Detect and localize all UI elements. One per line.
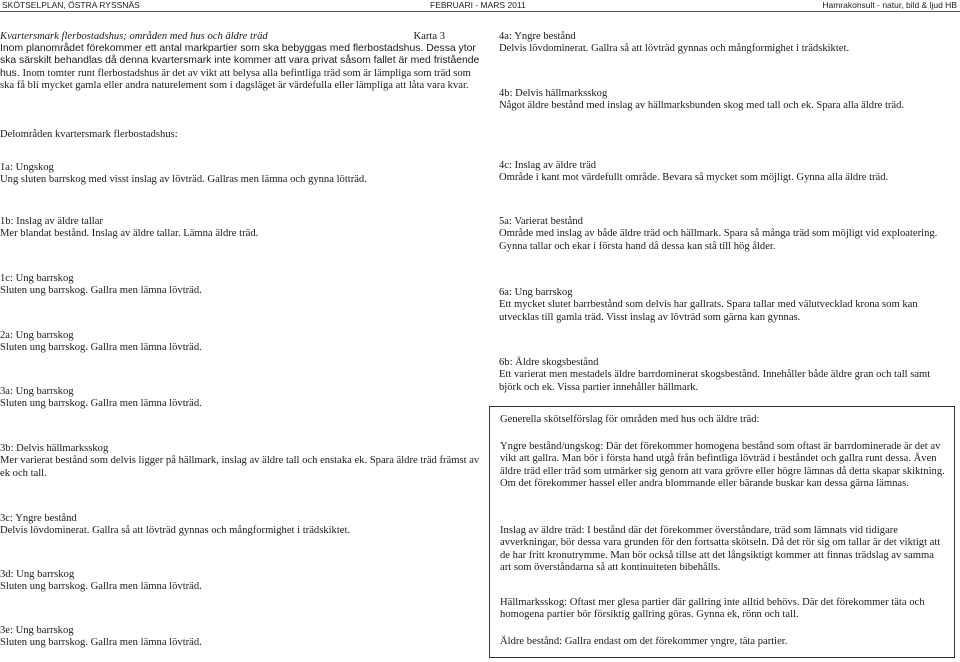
area-heading: 1b: Inslag av äldre tallar	[0, 216, 103, 227]
area-heading: 6a: Ung barrskog	[499, 287, 573, 298]
area-heading: 4a: Yngre bestånd	[499, 31, 576, 42]
header-left: SKÖTSELPLAN, ÖSTRA RYSSNÄS	[2, 0, 140, 10]
area-text: Område i kant mot värdefullt område. Bevara så mycket som möjligt. Gynna alla äldre träd.	[499, 172, 889, 184]
box-paragraph: Äldre bestånd: Gallra endast om det förekommer yngre, täta partier.	[500, 636, 788, 647]
area-entry	[0, 273, 480, 298]
area-heading: 1c: Ung barrskog	[0, 273, 74, 284]
area-text: Sluten ung barrskog. Gallra men lämna lövträd.	[0, 342, 202, 354]
area-entry	[499, 160, 949, 185]
area-text: Något äldre bestånd med inslag av hällmarksbunden skog med tall och ek. Spara alla äldre träd.	[499, 100, 905, 112]
area-entry	[499, 216, 949, 253]
area-text: Sluten ung barrskog. Gallra men lämna lövträd.	[0, 285, 202, 297]
header-center: FEBRUARI - MARS 2011	[430, 0, 526, 10]
intro-paragraph: Inom planområdet förekommer ett antal markpartier som ska bebyggas med flerbostadshus. Dessa ytor ska särskilt behandlas då denna kvartersmark inte kommer att vara privat såsom fallet är med fristående hus. Inom tomter runt flerbostadshus är det av vikt att belysa alla befintliga träd som är lämpliga som träd som ska få bli mycket gamla eller andra naturelement som i dagsläget är värdefulla eller lämpliga att låta vara kvar.	[0, 43, 480, 92]
area-text: Mer blandat bestånd. Inslag av äldre tallar. Lämna äldre träd.	[0, 228, 259, 240]
area-text: Ung sluten barrskog med visst inslag av lövträd. Gallras men lämna och gynna lötträd.	[0, 174, 367, 186]
area-entry	[499, 287, 949, 324]
area-heading: 3a: Ung barrskog	[0, 386, 74, 397]
area-heading: 6b: Äldre skogsbestånd	[499, 357, 599, 368]
area-entry	[0, 386, 480, 411]
box-title: Generella skötselförslag för områden med hus och äldre träd:	[500, 414, 760, 425]
area-text: Delvis lövdominerat. Gallra så att lövträd gynnas och mångformighet i trädskiktet.	[499, 43, 850, 55]
area-heading: 3c: Yngre bestånd	[0, 513, 77, 524]
area-entry	[0, 443, 480, 480]
area-text: Sluten ung barrskog. Gallra men lämna lövträd.	[0, 398, 202, 410]
area-text: Delvis lövdominerat. Gallra så att lövträd gynnas och mångformighet i trädskiktet.	[0, 525, 351, 537]
section-title	[0, 31, 480, 43]
area-text: Ett mycket slutet barrbestånd som delvis har gallrats. Spara tallar med välutvecklad krona som kan utvecklas till gamla träd. Visst inslag av lövträd som gärna kan gynnas.	[499, 299, 918, 323]
area-heading: 3e: Ung barrskog	[0, 625, 74, 636]
area-heading: 5a: Varierat bestånd	[499, 216, 583, 227]
area-text: Sluten ung barrskog. Gallra men lämna lövträd.	[0, 581, 202, 593]
area-entry	[499, 88, 949, 113]
area-entry	[499, 31, 949, 56]
area-text: Ett varierat men mestadels äldre barrdominerat skogsbestånd. Innehåller både äldre gran och tall samt björk och ek. Vissa partier innehåller hällmark.	[499, 369, 931, 393]
area-heading: 4b: Delvis hällmarksskog	[499, 88, 608, 99]
area-heading: 3b: Delvis hällmarksskog	[0, 443, 109, 454]
area-heading: 4c: Inslag av äldre träd	[499, 160, 597, 171]
area-entry	[0, 569, 480, 594]
box-paragraph: Inslag av äldre träd: I bestånd där det förekommer överståndare, träd som lämnats vid tidigare avverkningar, bör dessa vara grunden för den fortsatta skötseln. Då det rör sig om tallar är det viktigt att de har fritt kronutrymme. Man bör också tillse att det långsiktigt kommer att finnas trädslag av samma art som överståndarna så att kontinuiteten bibehålls.	[500, 525, 941, 574]
area-text: Mer varierat bestånd som delvis ligger på hällmark, inslag av äldre tall och enstaka ek. Spara äldre träd främst av ek och tall.	[0, 455, 480, 479]
general-recommendations-box	[489, 406, 955, 658]
area-entry	[499, 357, 949, 394]
area-text: Område med inslag av både äldre träd och hällmark. Spara så många träd som möjligt vid exploatering. Gynna tallar och ekar i första hand då dessa kan stå till hög ålder.	[499, 228, 938, 252]
area-heading: 1a: Ungskog	[0, 162, 54, 173]
map-reference: Karta 3	[413, 31, 445, 42]
box-paragraph: Hällmarksskog: Oftast mer glesa partier där gallring inte alltid behövs. Där det förekommer täta och homogena partier bör försiktig gallring göras. Gynna ek, rönn och tall.	[500, 597, 925, 621]
area-heading: 2a: Ung barrskog	[0, 330, 74, 341]
area-heading: 3d: Ung barrskog	[0, 569, 75, 580]
area-entry	[0, 625, 480, 650]
area-entry	[0, 330, 480, 355]
area-entry	[0, 162, 480, 187]
header-right: Hamrakonsult - natur, bild & ljud HB	[822, 0, 957, 10]
area-entry	[0, 216, 480, 241]
detail-paragraph: Inom tomter runt flerbostadshus är det av vikt att belysa alla befintliga träd som är lämpliga som träd som ska få bli mycket gamla eller andra naturelement som i dagsläget är värdefulla eller lämpliga att låta vara kvar.	[0, 67, 471, 92]
section-heading: Kvartersmark flerbostadshus; områden med hus och äldre träd	[0, 31, 268, 42]
area-text: Sluten ung barrskog. Gallra men lämna lövträd.	[0, 637, 202, 649]
delomraden-heading: Delområden kvartersmark flerbostadshus:	[0, 129, 178, 140]
box-paragraph: Yngre bestånd/ungskog: Där det förekommer homogena bestånd som oftast är barrdominerade är det av vikt att gallra. Man bör i första hand utgå från befintliga lövträd i beståndet och gallra runt dessa. Även äldre träd eller träd som utmärker sig genom att vara grövre eller högre lämnas då detta skapar skiktning. Om det förekommer hassel eller andra blommande eller bärande buskar kan dessa gärna lämnas.	[500, 441, 945, 490]
area-entry	[0, 513, 480, 538]
